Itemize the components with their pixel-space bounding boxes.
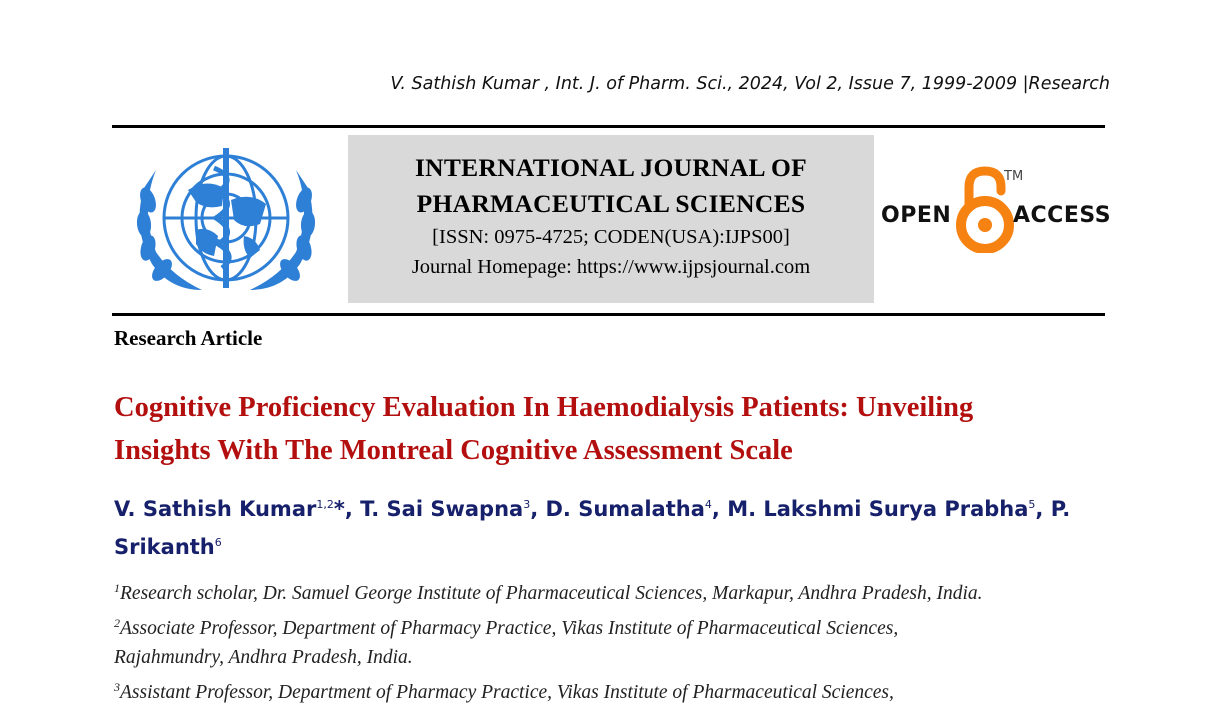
- author: T. Sai Swapna$^3$,: [360, 497, 545, 521]
- affiliation-item: $^3$Assistant Professor, Department of Pharmacy Practice, Vikas Institute of Pharmaceutical Sciences,: [114, 673, 1124, 707]
- journal-title-line2: PHARMACEUTICAL SCIENCES: [348, 186, 874, 222]
- article-title-line2: Insights With The Montreal Cognitive Assessment Scale: [114, 429, 1114, 472]
- open-access-right-text: ACCESS: [1013, 203, 1111, 228]
- header-rule-bottom: [112, 313, 1105, 316]
- article-title: [114, 386, 1114, 472]
- journal-emblem-icon: [126, 140, 326, 306]
- article-title-line1: Cognitive Proficiency Evaluation In Haemodialysis Patients: Unveiling: [114, 386, 1114, 429]
- author: P. Srikanth$^6$: [114, 497, 1070, 559]
- author: M. Lakshmi Surya Prabha$^5$,: [727, 497, 1051, 521]
- affiliation-item-continued: Rajahmundry, Andhra Pradesh, India.: [114, 643, 1124, 673]
- article-type: Research Article: [114, 326, 262, 351]
- affiliation-list: [114, 574, 1124, 707]
- journal-title-line1: INTERNATIONAL JOURNAL OF: [348, 150, 874, 186]
- running-head: V. Sathish Kumar , Int. J. of Pharm. Sci., 2024, Vol 2, Issue 7, 1999-2009 |Research: [0, 74, 1110, 94]
- author: V. Sathish Kumar$^{1,2}$*,: [114, 497, 360, 521]
- open-access-tm: TM: [1004, 169, 1023, 184]
- affiliation-item: $^2$Associate Professor, Department of Pharmacy Practice, Vikas Institute of Pharmaceutical Sciences,: [114, 609, 1124, 644]
- open-access-logo: [880, 165, 1110, 255]
- author: D. Sumalatha$^4$,: [546, 497, 728, 521]
- journal-issn: [ISSN: 0975-4725; CODEN(USA):IJPS00]: [348, 222, 874, 252]
- author-list: [114, 488, 1114, 564]
- open-access-left-text: OPEN: [881, 203, 951, 228]
- journal-masthead: [348, 135, 874, 303]
- journal-homepage[interactable]: Journal Homepage: https://www.ijpsjournal.com: [348, 252, 874, 282]
- affiliation-item: $^1$Research scholar, Dr. Samuel George Institute of Pharmaceutical Sciences, Markapur, Andhra Pradesh, India.: [114, 574, 1124, 609]
- header-rule-top: [112, 125, 1105, 128]
